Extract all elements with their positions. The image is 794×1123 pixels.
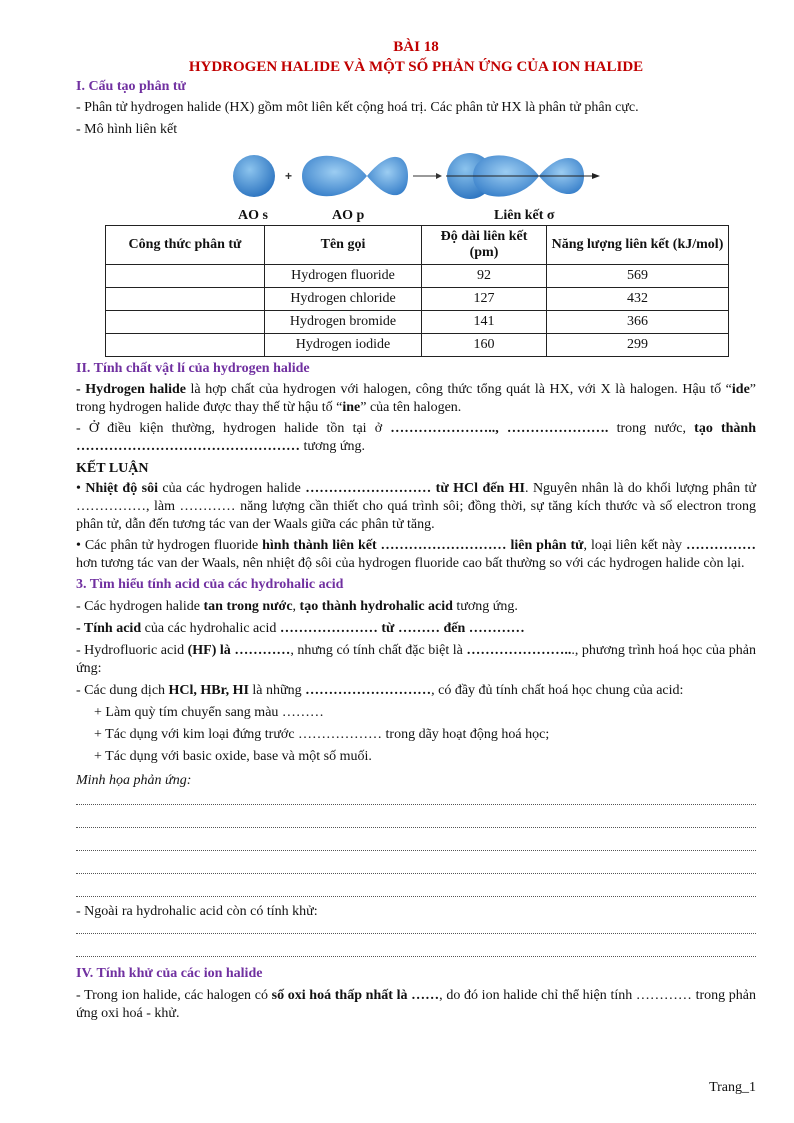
table-cell: 127: [422, 288, 547, 311]
table-cell: [106, 334, 265, 357]
table-cell: Hydrogen fluoride: [265, 265, 422, 288]
acid-property-1: + Làm quỳ tím chuyển sang màu ………: [94, 705, 324, 720]
table-cell: Hydrogen chloride: [265, 288, 422, 311]
answer-line: [76, 828, 756, 851]
table-header-cell: Công thức phân tử: [106, 226, 265, 265]
label-ao-p: AO p: [332, 208, 365, 223]
plus-sign: +: [285, 169, 293, 183]
answer-line: [76, 934, 756, 957]
label-sigma-bond: Liên kết σ: [494, 208, 555, 223]
bond-properties-table: [105, 225, 729, 357]
p-orbital-right-lobe-icon: [367, 157, 408, 195]
section-1-heading: I. Cấu tạo phân tử: [76, 79, 186, 94]
table-row: [106, 334, 729, 357]
acid-property-2: + Tác dụng với kim loại đứng trước ……………… trong dãy hoạt động hoá học;: [94, 727, 550, 742]
document-page: [76, 38, 756, 1023]
section-4-paragraph: - Trong ion halide, các halogen có số oxi hoá thấp nhất là ……, do đó ion halide chỉ thể hiện tính ………… trong phản ứng oxi hoá - khử.: [76, 988, 757, 1021]
table-cell: Hydrogen iodide: [265, 334, 422, 357]
answer-line: [76, 790, 756, 805]
table-header-cell: Tên gọi: [265, 226, 422, 265]
lesson-number: BÀI 18: [393, 39, 439, 55]
answer-line: [76, 851, 756, 874]
table-cell: [106, 265, 265, 288]
reducing-property-line: - Ngoài ra hydrohalic acid còn có tính khử:: [76, 904, 318, 919]
illustration-label: Minh họa phản ứng:: [76, 773, 192, 788]
table-cell: 366: [547, 311, 729, 334]
section-3-heading: 3. Tìm hiểu tính acid của các hydrohalic acid: [76, 577, 344, 592]
answer-line: [76, 921, 756, 934]
section-3-line-3: - Hydrofluoric acid (HF) là …………, nhưng có tính chất đặc biệt là …………………..., phương trình hoá học của phản ứng:: [76, 643, 756, 676]
table-cell: [106, 288, 265, 311]
answer-lines: [76, 790, 756, 897]
section-4-heading: IV. Tính khử của các ion halide: [76, 966, 263, 981]
s-orbital-icon: [233, 155, 275, 197]
section-3-line-4: - Các dung dịch HCl, HBr, HI là những ………………………, có đầy đủ tính chất hoá học chung của acid:: [76, 683, 684, 698]
table-row: [106, 265, 729, 288]
table-header-row: [106, 226, 729, 265]
acid-property-3: + Tác dụng với basic oxide, base và một số muối.: [94, 749, 372, 764]
conclusion-point-2: • Các phân tử hydrogen fluoride hình thành liên kết ……………………… liên phân tử, loại liên kết này …………… hơn tương tác van der Waals, nên nhiệt độ sôi của hydrogen fluoride cao bất thường so với các hydrogen halide còn lại.: [76, 538, 756, 571]
table-cell: 92: [422, 265, 547, 288]
table-header-cell: Độ dài liên kết (pm): [422, 226, 547, 265]
table-cell: 299: [547, 334, 729, 357]
section-2-heading: II. Tính chất vật lí của hydrogen halide: [76, 361, 310, 376]
table-cell: [106, 311, 265, 334]
section-1-line-2: - Mô hình liên kết: [76, 122, 178, 137]
table-cell: Hydrogen bromide: [265, 311, 422, 334]
label-ao-s: AO s: [238, 208, 268, 223]
section-2-paragraph-2: - Ở điều kiện thường, hydrogen halide tồn tại ở ………………….., …………………. trong nước, tạo thành ………………………………………… tương ứng.: [76, 421, 757, 454]
section-2-paragraph-1: - Hydrogen halide là hợp chất của hydrogen với halogen, công thức tổng quát là HX, với X là halogen. Hậu tố “ide” trong hydrogen halide được thay thế từ hậu tố “ine” của tên halogen.: [76, 382, 756, 415]
section-1-line-1: - Phân tử hydrogen halide (HX) gồm môt liên kết cộng hoá trị. Các phân tử HX là phân tử phân cực.: [76, 100, 639, 115]
section-3-line-1: - Các hydrogen halide tan trong nước, tạo thành hydrohalic acid tương ứng.: [76, 599, 518, 614]
table-cell: 141: [422, 311, 547, 334]
conclusion-point-1: • Nhiệt độ sôi của các hydrogen halide ……………………… từ HCl đến HI. Nguyên nhân là do khối lượng phân tử ……………, làm ………… năng lượng cần thiết cho quá trình sôi; đồng thời, sự tăng kích thước và số electron trong phân tử, dẫn đến tương tác van der Waals giữa các phân tử tăng.: [76, 481, 757, 532]
table-cell: 160: [422, 334, 547, 357]
conclusion-heading: KẾT LUẬN: [76, 461, 149, 476]
answer-line: [76, 805, 756, 828]
table-row: [106, 288, 729, 311]
orbital-diagram: [76, 145, 756, 207]
page-number: Trang_1: [709, 1080, 756, 1095]
table-cell: 569: [547, 265, 729, 288]
section-3-line-2: - Tính acid của các hydrohalic acid ………………… từ ……… đến …………: [76, 621, 525, 636]
answer-lines-2: [76, 921, 756, 957]
table-cell: 432: [547, 288, 729, 311]
orbital-labels: [76, 207, 756, 225]
answer-line: [76, 874, 756, 897]
table-row: [106, 311, 729, 334]
p-orbital-left-lobe-icon: [302, 156, 367, 197]
table-header-cell: Năng lượng liên kết (kJ/mol): [547, 226, 729, 265]
arrow-icon: [436, 173, 442, 179]
axis-arrow-icon: [592, 173, 600, 179]
orbital-svg: [76, 145, 756, 207]
lesson-title: HYDROGEN HALIDE VÀ MỘT SỐ PHẢN ỨNG CỦA ION HALIDE: [188, 59, 644, 75]
